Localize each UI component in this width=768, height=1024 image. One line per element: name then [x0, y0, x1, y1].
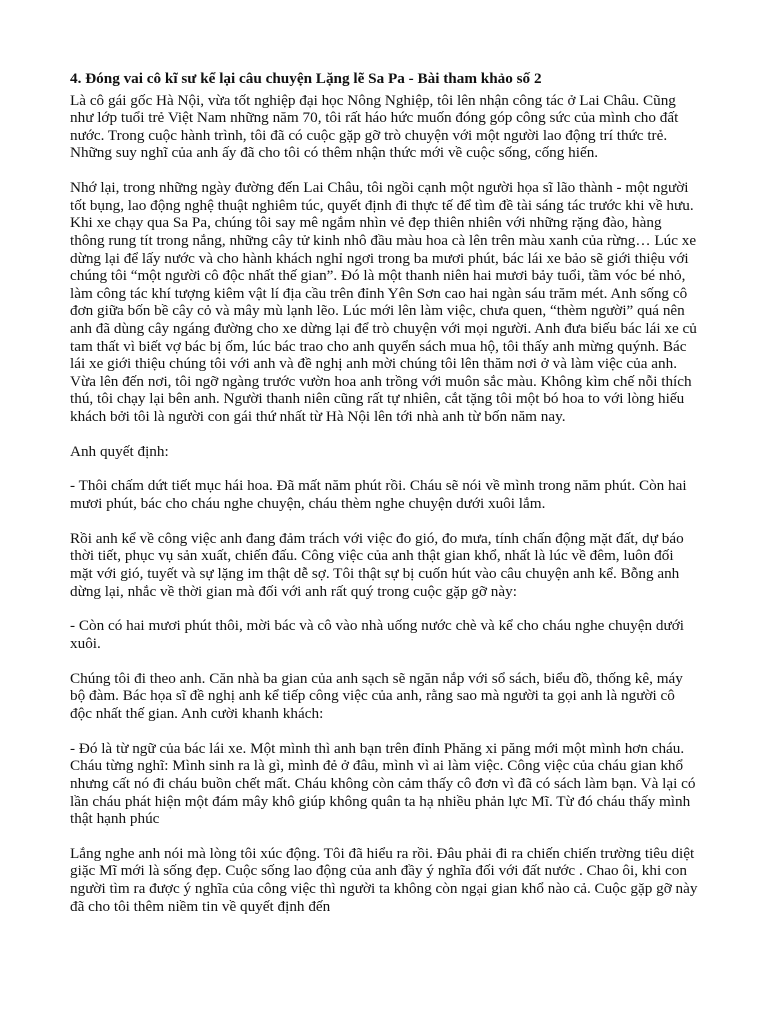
paragraph: Lắng nghe anh nói mà lòng tôi xúc động. Tôi đã hiểu ra rồi. Đâu phải đi ra chiến chiến trường tiêu diệt giặc Mĩ mới là sống đẹp. Cuộc sống lao động của anh đầy ý nghĩa đối với đất nước . Chao ôi, khi con người tìm ra được ý nghĩa của công việc thì người ta không còn ngại gian khổ nào cả. Cuộc gặp gỡ này đã cho tôi thêm niềm tin về quyết định đến: [70, 844, 698, 915]
paragraph: Rồi anh kể về công việc anh đang đảm trách với việc đo gió, đo mưa, tính chấn động mặt đất, dự báo thời tiết, phục vụ sản xuất, chiến đấu. Công việc của anh thật gian khổ, nhất là lúc về đêm, luôn đối mặt với gió, tuyết và sự lặng im thật dễ sợ. Tôi thật sự bị cuốn hút vào câu chuyện anh kể. Bỗng anh dừng lại, nhắc về thời gian mà đối với anh rất quý trong cuộc gặp gỡ này:: [70, 529, 684, 600]
paragraph: Anh quyết định:: [70, 442, 169, 460]
paragraph: Là cô gái gốc Hà Nội, vừa tốt nghiệp đại học Nông Nghiệp, tôi lên nhận công tác ở Lai Châu. Cũng như lớp tuổi trẻ Việt Nam những năm 70, tôi rất háo hức muốn đóng góp công sức của mình cho đất nước. Trong cuộc hành trình, tôi đã có cuộc gặp gỡ trò chuyện với một người lao động trí thức trẻ. Những suy nghĩ của anh ấy đã cho tôi có thêm nhận thức mới về cuộc sống, cống hiến.: [70, 91, 679, 162]
paragraph: - Còn có hai mươi phút thôi, mời bác và cô vào nhà uống nước chè và kể cho cháu nghe chuyện dưới xuôi.: [70, 617, 684, 652]
paragraph: - Đó là từ ngữ của bác lái xe. Một mình thì anh bạn trên đỉnh Phăng xi păng mới một mình hơn cháu. Cháu từng nghĩ: Mình sinh ra là gì, mình đẻ ở đâu, mình vì ai làm việc. Công việc của cháu gian khổ nhưng cất nó đi cháu buồn chết mất. Cháu không còn cảm thấy cô đơn vì đã có sách làm bạn. Và lại có lần cháu phát hiện một đám mây khô giúp không quân ta hạ nhiều phản lực Mĩ. Từ đó cháu thấy mình thật hạnh phúc: [70, 739, 696, 828]
paragraph: Chúng tôi đi theo anh. Căn nhà ba gian của anh sạch sẽ ngăn nắp với sổ sách, biểu đồ, thống kê, máy bộ đàm. Bác họa sĩ đề nghị anh kể tiếp công việc của anh, rằng sao mà người ta gọi anh là người cô độc nhất thế gian. Anh cười khanh khách:: [70, 669, 683, 722]
document-title: 4. Đóng vai cô kĩ sư kể lại câu chuyện Lặng lẽ Sa Pa - Bài tham khảo số 2: [70, 70, 542, 87]
paragraph: - Thôi chấm dứt tiết mục hái hoa. Đã mất năm phút rồi. Cháu sẽ nói về mình trong năm phút. Còn hai mươi phút, bác cho cháu nghe chuyện, cháu thèm nghe chuyện dưới xuôi lắm.: [70, 477, 687, 513]
paragraph: Nhớ lại, trong những ngày đường đến Lai Châu, tôi ngồi cạnh một người họa sĩ lão thành - một người tốt bụng, lao động nghệ thuật nghiêm túc, quyết định đi thực tế để tìm đề tài sáng tác trước khi về hưu. Khi xe chạy qua Sa Pa, chúng tôi say mê ngắm nhìn vẻ đẹp thiên nhiên với những rặng đào, hàng thông rung tít trong nắng, những cây tử kinh nhô đầu màu hoa cà lên trên màu xanh của rừng… Lúc xe dừng lại để lấy nước và cho hành khách nghỉ ngơi trong ba mươi phút, bác lái xe bảo sẽ giới thiệu với chúng tôi “một người cô độc nhất thế gian”. Đó là một thanh niên hai mươi bảy tuổi, tầm vóc bé nhỏ, làm công tác khí tượng kiêm vật lí địa cầu trên đỉnh Yên Sơn cao hai ngàn sáu trăm mét. Anh sống cô đơn giữa bốn bề cây cỏ và mây mù lạnh lẽo. Lúc mới lên làm việc, chưa quen, “thèm người” quá nên anh đã dùng cây ngáng đường cho xe dừng lại để trò chuyện với mọi người. Anh đưa biếu bác lái xe củ tam thất vì biết vợ bác bị ốm, lúc bác trao cho anh quyển sách mua hộ, tôi thấy anh mừng quýnh. Bác lái xe giới thiệu chúng tôi với anh và đề nghị anh mời chúng tôi lên thăm nơi ở và làm việc của anh. Vừa lên đến nơi, tôi ngỡ ngàng trước vườn hoa anh trồng với muôn sắc màu. Không kìm chế nỗi thích thú, tôi chạy lại bên anh. Người thanh niên cũng rất tự nhiên, cắt tặng tôi một bó hoa to với lòng hiếu khách bởi tôi là người con gái thứ nhất từ Hà Nội lên tới nhà anh từ bốn năm nay.: [70, 179, 697, 425]
